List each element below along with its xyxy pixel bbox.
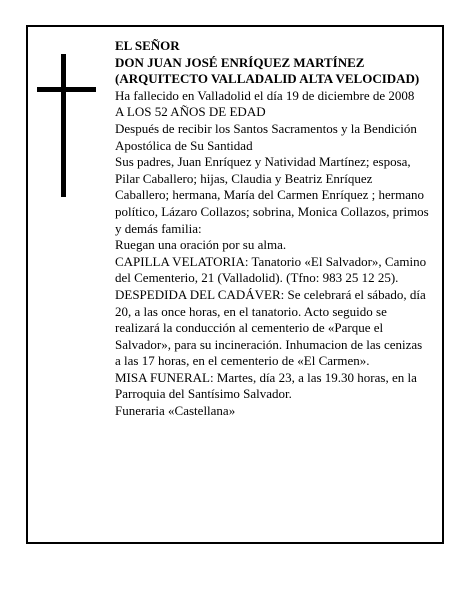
obituary-text [115,38,429,420]
notice-heading: EL SEÑOR [115,38,180,53]
death-statement: Ha fallecido en Valladolid el día 19 de diciembre de 2008 [115,87,415,103]
deceased-title: (ARQUITECTO VALLADALID ALTA VELOCIDAD) [115,71,420,87]
deceased-name: DON JUAN JOSÉ ENRÍQUEZ MARTÍNEZ [115,54,365,70]
age-statement: A LOS 52 AÑOS DE EDAD [115,104,266,120]
cross-vertical-bar [61,54,66,197]
mass-info: MISA FUNERAL: Martes, día 23, a las 19.30 horas, en la Parroquia del Santísimo Salvador. [115,369,417,402]
chapel-info: CAPILLA VELATORIA: Tanatorio «El Salvador», Camino del Cementerio, 21 (Valladolid). (Tfno: 983 25 12 25). [115,253,427,286]
family-list: Sus padres, Juan Enríquez y Natividad Martínez; esposa, Pilar Caballero; hijas, Claudia y Beatriz Enríquez Caballero; hermana, María del Carmen Enríquez ; hermano político, Lázaro Collazos; sobrina, Monica Collazos, primos y demás familia: [115,154,429,236]
sacraments-statement: Después de recibir los Santos Sacramentos y la Bendición Apostólica de Su Santidad [115,120,417,153]
prayer-request: Ruegan una oración por su alma. [115,237,287,253]
funeral-home: Funeraria «Castellana» [115,403,236,419]
farewell-info: DESPEDIDA DEL CADÁVER: Se celebrará el sábado, día 20, a las once horas, en el tanatorio. Acto seguido se realizará la conducción al cementerio de «Parque el Salvador», para su incineración. Inhumacion de las cenizas a las 17 horas, en el cementerio de «El Carmen». [115,286,426,369]
cross-horizontal-bar [37,87,96,92]
